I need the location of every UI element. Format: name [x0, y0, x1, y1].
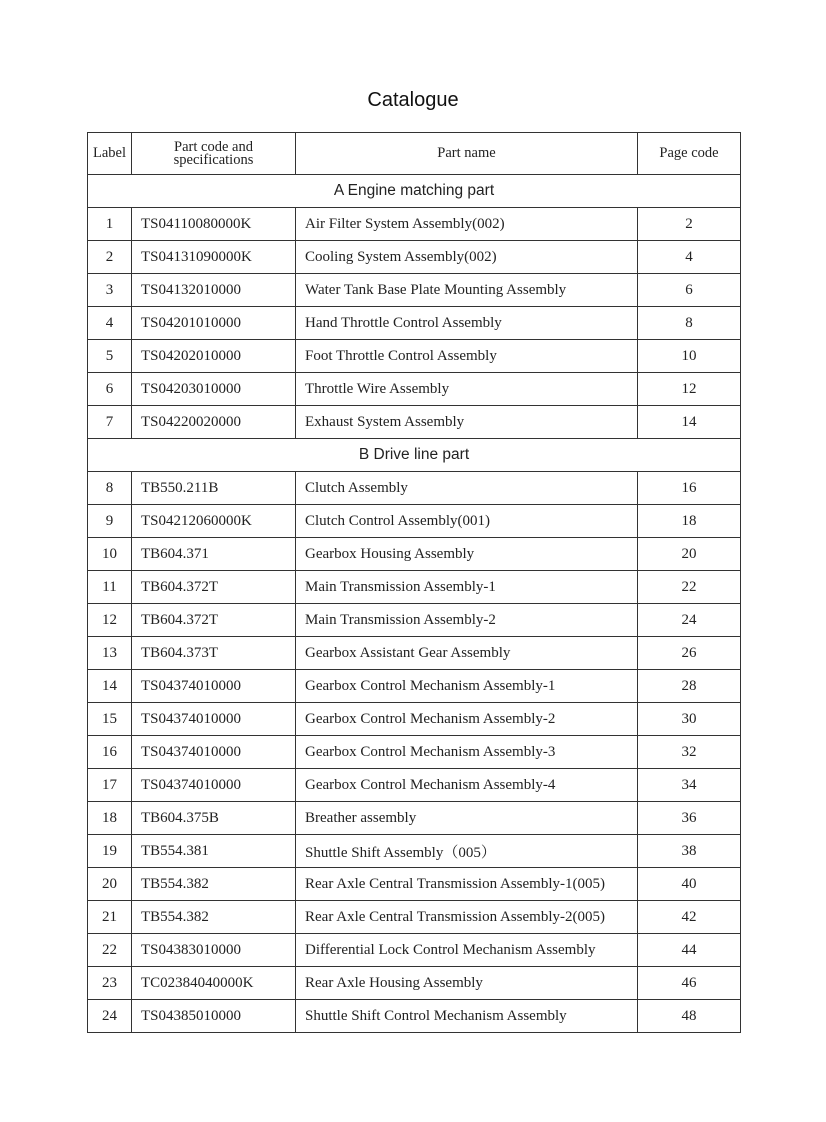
page-code: 26	[638, 637, 741, 670]
table-row	[88, 604, 741, 637]
part-name: Main Transmission Assembly-1	[296, 571, 638, 604]
part-code: TS04374010000	[132, 769, 296, 802]
column-header-page: Page code	[638, 133, 741, 175]
part-code: TB554.381	[132, 835, 296, 868]
part-code: TB604.372T	[132, 571, 296, 604]
column-header-label: Label	[88, 133, 132, 175]
part-code: TB604.373T	[132, 637, 296, 670]
table-body	[88, 175, 741, 1033]
part-code: TS04203010000	[132, 373, 296, 406]
column-header-name: Part name	[296, 133, 638, 175]
page-code: 4	[638, 241, 741, 274]
row-label: 13	[88, 637, 132, 670]
row-label: 3	[88, 274, 132, 307]
part-name: Gearbox Control Mechanism Assembly-4	[296, 769, 638, 802]
page-code: 30	[638, 703, 741, 736]
table-row	[88, 769, 741, 802]
table-row	[88, 208, 741, 241]
part-code: TB604.371	[132, 538, 296, 571]
row-label: 15	[88, 703, 132, 736]
page-code: 40	[638, 868, 741, 901]
part-name: Rear Axle Housing Assembly	[296, 967, 638, 1000]
page-code: 42	[638, 901, 741, 934]
table-row	[88, 307, 741, 340]
part-name: Rear Axle Central Transmission Assembly-1(005)	[296, 868, 638, 901]
row-label: 22	[88, 934, 132, 967]
page-code: 32	[638, 736, 741, 769]
part-code: TS04131090000K	[132, 241, 296, 274]
page-code: 12	[638, 373, 741, 406]
page-code: 44	[638, 934, 741, 967]
part-name: Cooling System Assembly(002)	[296, 241, 638, 274]
page-code: 24	[638, 604, 741, 637]
page-code: 6	[638, 274, 741, 307]
table-row	[88, 802, 741, 835]
row-label: 17	[88, 769, 132, 802]
part-code: TB550.211B	[132, 472, 296, 505]
part-name: Breather assembly	[296, 802, 638, 835]
section-row	[88, 175, 741, 208]
section-row	[88, 439, 741, 472]
column-header-code: Part code and specifications	[132, 133, 296, 175]
table-row	[88, 505, 741, 538]
part-code: TS04383010000	[132, 934, 296, 967]
table-row	[88, 538, 741, 571]
part-name: Clutch Assembly	[296, 472, 638, 505]
table-row	[88, 967, 741, 1000]
row-label: 11	[88, 571, 132, 604]
part-code: TS04220020000	[132, 406, 296, 439]
page-code: 34	[638, 769, 741, 802]
page-code: 2	[638, 208, 741, 241]
part-code: TB604.372T	[132, 604, 296, 637]
part-name: Gearbox Control Mechanism Assembly-3	[296, 736, 638, 769]
table-row	[88, 835, 741, 868]
part-name: Air Filter System Assembly(002)	[296, 208, 638, 241]
row-label: 5	[88, 340, 132, 373]
part-name: Main Transmission Assembly-2	[296, 604, 638, 637]
table-row	[88, 1000, 741, 1033]
table-row	[88, 274, 741, 307]
part-name: Clutch Control Assembly(001)	[296, 505, 638, 538]
page-title: Catalogue	[367, 89, 459, 111]
row-label: 4	[88, 307, 132, 340]
part-name: Gearbox Assistant Gear Assembly	[296, 637, 638, 670]
part-name: Shuttle Shift Control Mechanism Assembly	[296, 1000, 638, 1033]
part-code: TB554.382	[132, 868, 296, 901]
part-name: Foot Throttle Control Assembly	[296, 340, 638, 373]
part-code: TB554.382	[132, 901, 296, 934]
row-label: 23	[88, 967, 132, 1000]
part-name: Exhaust System Assembly	[296, 406, 638, 439]
page-code: 20	[638, 538, 741, 571]
page-code: 36	[638, 802, 741, 835]
row-label: 1	[88, 208, 132, 241]
table-row	[88, 868, 741, 901]
row-label: 12	[88, 604, 132, 637]
table-row	[88, 241, 741, 274]
part-code: TS04132010000	[132, 274, 296, 307]
page-code: 10	[638, 340, 741, 373]
part-code: TS04212060000K	[132, 505, 296, 538]
part-name: Rear Axle Central Transmission Assembly-2(005)	[296, 901, 638, 934]
part-code: TS04110080000K	[132, 208, 296, 241]
table-row	[88, 670, 741, 703]
row-label: 18	[88, 802, 132, 835]
page-code: 28	[638, 670, 741, 703]
page-code: 16	[638, 472, 741, 505]
table-row	[88, 901, 741, 934]
page-code: 18	[638, 505, 741, 538]
page-code: 38	[638, 835, 741, 868]
part-code: TB604.375B	[132, 802, 296, 835]
part-code: TS04374010000	[132, 703, 296, 736]
part-code: TC02384040000K	[132, 967, 296, 1000]
part-name: Water Tank Base Plate Mounting Assembly	[296, 274, 638, 307]
part-name: Gearbox Control Mechanism Assembly-2	[296, 703, 638, 736]
table-row	[88, 736, 741, 769]
row-label: 2	[88, 241, 132, 274]
part-name: Throttle Wire Assembly	[296, 373, 638, 406]
part-name: Differential Lock Control Mechanism Assembly	[296, 934, 638, 967]
part-code: TS04201010000	[132, 307, 296, 340]
page-code: 48	[638, 1000, 741, 1033]
page-code: 46	[638, 967, 741, 1000]
table-row	[88, 406, 741, 439]
page-code: 22	[638, 571, 741, 604]
part-code: TS04202010000	[132, 340, 296, 373]
row-label: 7	[88, 406, 132, 439]
table-row	[88, 373, 741, 406]
part-name: Shuttle Shift Assembly（005）	[296, 835, 638, 868]
row-label: 6	[88, 373, 132, 406]
table-row	[88, 934, 741, 967]
section-title: B Drive line part	[88, 439, 741, 472]
row-label: 20	[88, 868, 132, 901]
row-label: 24	[88, 1000, 132, 1033]
row-label: 9	[88, 505, 132, 538]
row-label: 16	[88, 736, 132, 769]
page-code: 8	[638, 307, 741, 340]
row-label: 8	[88, 472, 132, 505]
row-label: 14	[88, 670, 132, 703]
table-row	[88, 340, 741, 373]
table-row	[88, 703, 741, 736]
table-header-row	[88, 133, 741, 175]
row-label: 19	[88, 835, 132, 868]
table-row	[88, 571, 741, 604]
catalogue-table	[87, 132, 741, 1033]
row-label: 21	[88, 901, 132, 934]
part-code: TS04385010000	[132, 1000, 296, 1033]
part-name: Hand Throttle Control Assembly	[296, 307, 638, 340]
section-title: A Engine matching part	[88, 175, 741, 208]
part-name: Gearbox Housing Assembly	[296, 538, 638, 571]
part-code: TS04374010000	[132, 670, 296, 703]
table-row	[88, 637, 741, 670]
row-label: 10	[88, 538, 132, 571]
table-row	[88, 472, 741, 505]
page-code: 14	[638, 406, 741, 439]
part-code: TS04374010000	[132, 736, 296, 769]
part-name: Gearbox Control Mechanism Assembly-1	[296, 670, 638, 703]
